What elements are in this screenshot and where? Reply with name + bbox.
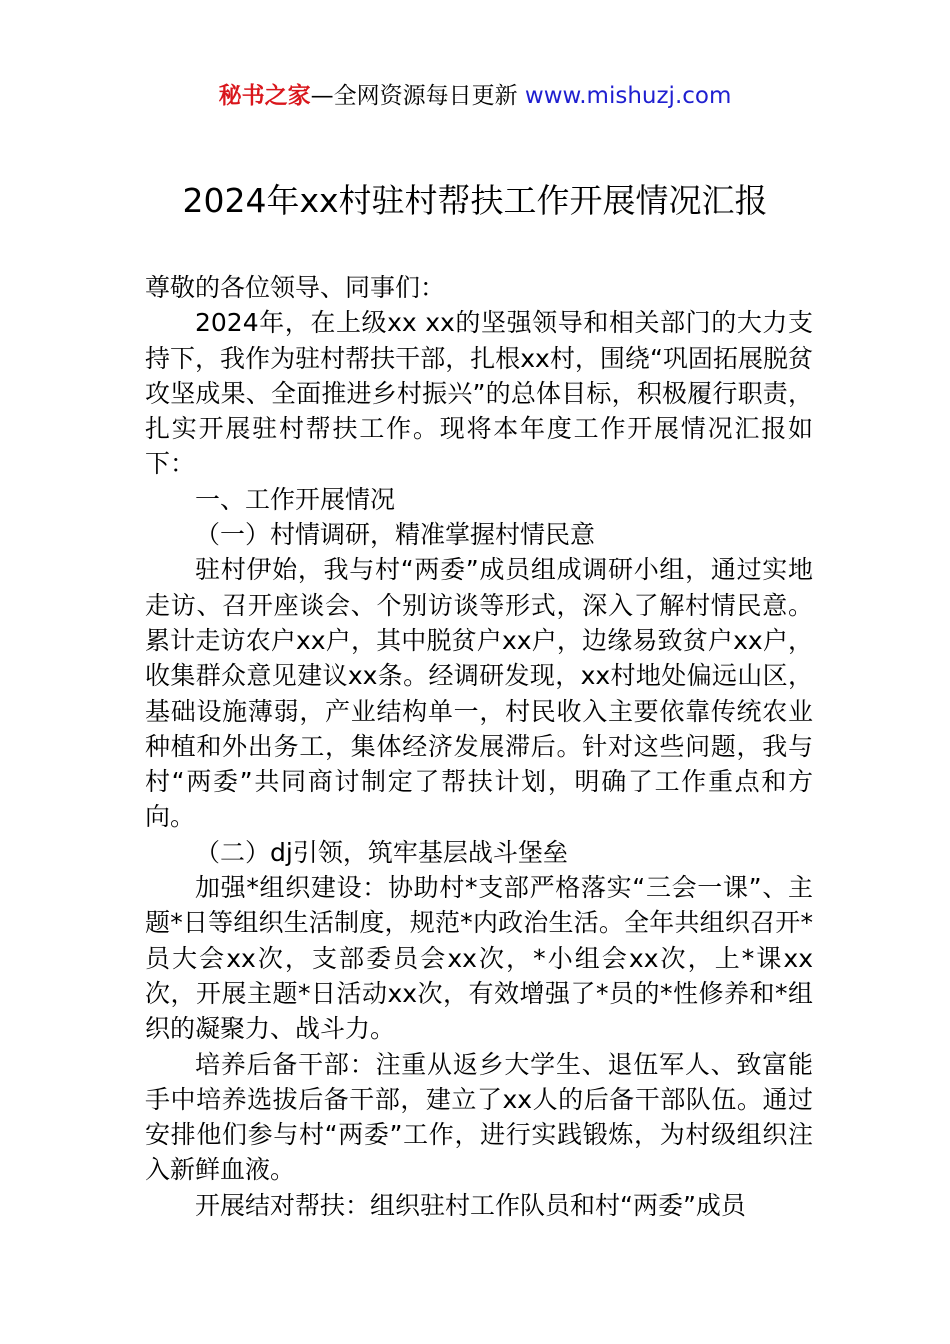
body-paragraph: 开展结对帮扶：组织驻村工作队员和村“两委”成员 [195, 1190, 746, 1220]
body-paragraph: 加强*组织建设：协助村*支部严格落实“三会一课”、主题*日等组织生活制度，规范*内政治生活。全年共组织召开*员大会xx次，支部委员会xx次，*小组会xx次，上*课xx次，开展主题*日活动xx次，有效增强了*员的*性修养和*组织的凝聚力、战斗力。 [145, 873, 813, 1044]
subsection-heading: （一）村情调研，精准掌握村情民意 [195, 520, 596, 550]
section-heading: 一、工作开展情况 [195, 484, 396, 514]
intro-paragraph: 2024年，在上级xx xx的坚强领导和相关部门的大力支持下，我作为驻村帮扶干部，扎根xx村，围绕“巩固拓展脱贫攻坚成果、全面推进乡村振兴”的总体目标，积极履行职责，扎实开展驻村帮扶工作。现将本年度工作开展情况汇报如下： [145, 308, 813, 479]
site-tagline: —全网资源每日更新 [310, 83, 518, 109]
salutation: 尊敬的各位领导、同事们： [145, 273, 446, 302]
body-paragraph: 培养后备干部：注重从返乡大学生、退伍军人、致富能手中培养选拔后备干部，建立了xx人的后备干部队伍。通过安排他们参与村“两委”工作，进行实践锻炼，为村级组织注入新鲜血液。 [145, 1049, 813, 1185]
document-body [145, 270, 813, 1223]
body-paragraph: 驻村伊始，我与村“两委”成员组成调研小组，通过实地走访、召开座谈会、个别访谈等形式，深入了解村情民意。累计走访农户xx户，其中脱贫户xx户，边缘易致贫户xx户，收集群众意见建议xx条。经调研发现，xx村地处偏远山区，基础设施薄弱，产业结构单一，村民收入主要依靠传统农业种植和外出务工，集体经济发展滞后。针对这些问题，我与村“两委”共同商讨制定了帮扶计划，明确了工作重点和方向。 [145, 555, 813, 832]
site-header [0, 80, 950, 112]
subsection-heading: （二）dj引领，筑牢基层战斗堡垒 [195, 837, 568, 867]
document-title: 2024年xx村驻村帮扶工作开展情况汇报 [182, 181, 768, 220]
site-brand: 秘书之家 [218, 83, 311, 109]
site-url-link[interactable]: www.mishuzj.com [524, 83, 732, 109]
